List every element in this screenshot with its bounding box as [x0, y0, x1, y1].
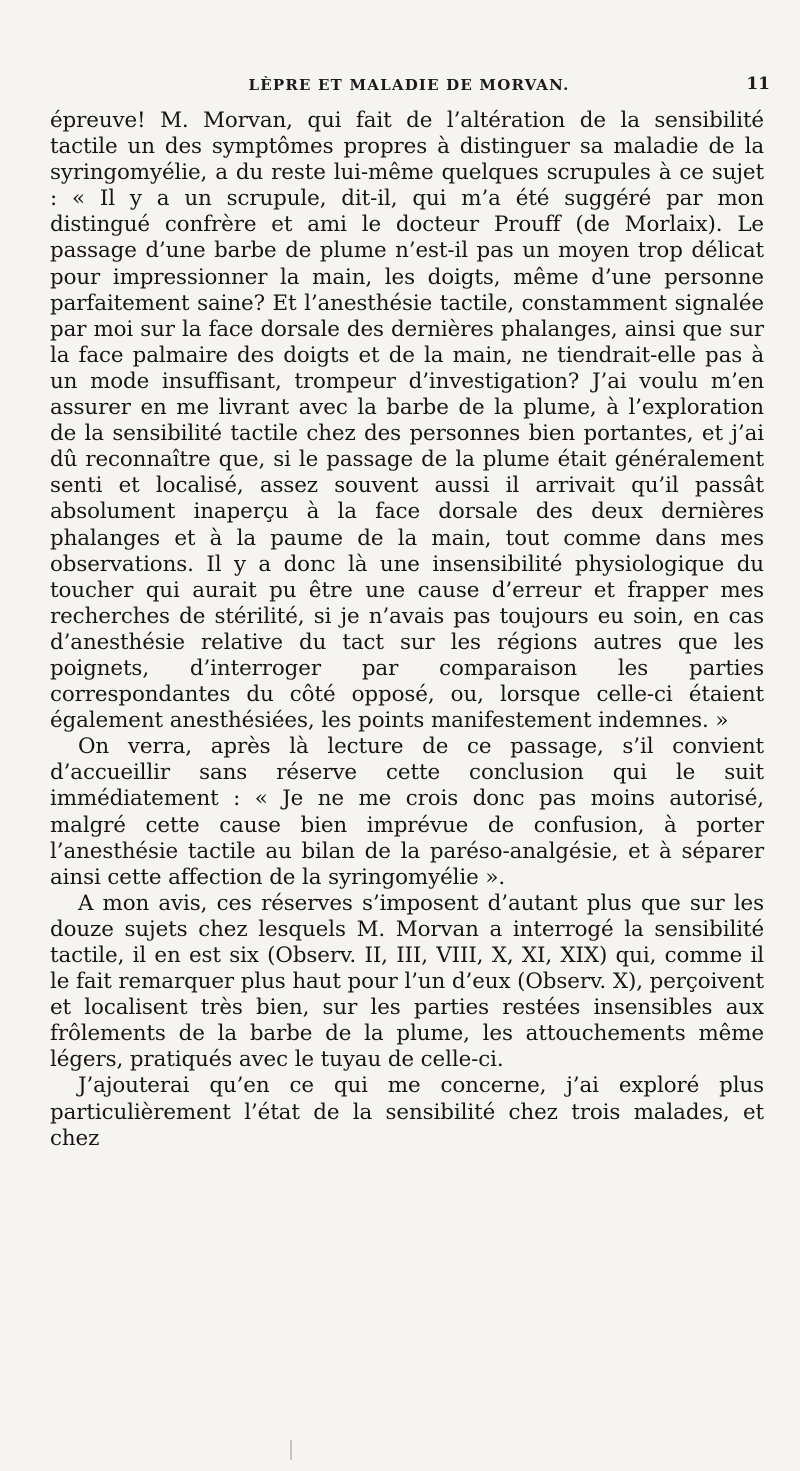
page-header [48, 72, 770, 98]
paragraph-1: épreuve! M. Morvan, qui fait de l’altération de la sensibilité tactile un des symptômes propres à distinguer sa maladie de la syringomyélie, a du reste lui-même quelques scrupules à ce sujet : « Il y a un scrupule, dit-il, qui m’a été suggéré par mon distingué confrère et ami le docteur Prouff (de Morlaix). Le passage d’une barbe de plume n’est-il pas un moyen trop délicat pour impressionner la main, les doigts, même d’une personne parfaitement saine? Et l’anesthésie tactile, constamment signalée par moi sur la face dorsale des dernières phalanges, ainsi que sur la face palmaire des doigts et de la main, ne tiendrait-elle pas à un mode insuffisant, trompeur d’investigation? J’ai voulu m’en assurer en me livrant avec la barbe de la plume, à l’exploration de la sensibilité tactile chez des personnes bien portantes, et j’ai dû reconnaître que, si le passage de la plume était généralement senti et localisé, assez souvent aussi il arrivait qu’il passât absolument inaperçu à la face dorsale des deux dernières phalanges et à la paume de la main, tout comme dans mes observations. Il y a donc là une insensibilité physiologique du toucher qui aurait pu être une cause d’erreur et frapper mes recherches de stérilité, si je n’avais pas toujours eu soin, en cas d’anesthésie relative du tact sur les régions autres que les poignets, d’interroger par comparaison les parties correspondantes du côté opposé, ou, lorsque celle-ci étaient également anesthésiées, les points manifestement indemnes. » [50, 108, 764, 734]
page-mark [290, 1440, 292, 1460]
paragraph-4: J’ajouterai qu’en ce qui me concerne, j’ai exploré plus particulièrement l’état de la sensibilité chez trois malades, et chez [50, 1073, 764, 1151]
body-text [50, 108, 764, 1152]
page-number: 11 [746, 74, 770, 94]
running-title: LÈPRE ET MALADIE DE MORVAN. [248, 76, 570, 94]
paragraph-3: A mon avis, ces réserves s’imposent d’autant plus que sur les douze sujets chez lesquels M. Morvan a interrogé la sensibilité tactile, il en est six (Observ. II, III, VIII, X, XI, XIX) qui, comme il le fait remarquer plus haut pour l’un d’eux (Observ. X), perçoivent et localisent très bien, sur les parties restées insensibles aux frôlements de la barbe de la plume, les attouchements même légers, pratiqués avec le tuyau de celle-ci. [50, 890, 764, 1073]
paragraph-2: On verra, après là lecture de ce passage, s’il convient d’accueillir sans réserve cette conclusion qui le suit immédiatement : « Je ne me crois donc pas moins autorisé, malgré cette cause bien imprévue de confusion, à porter l’anesthésie tactile au bilan de la paréso-analgésie, et à séparer ainsi cette affection de la syringomyélie ». [50, 734, 764, 890]
